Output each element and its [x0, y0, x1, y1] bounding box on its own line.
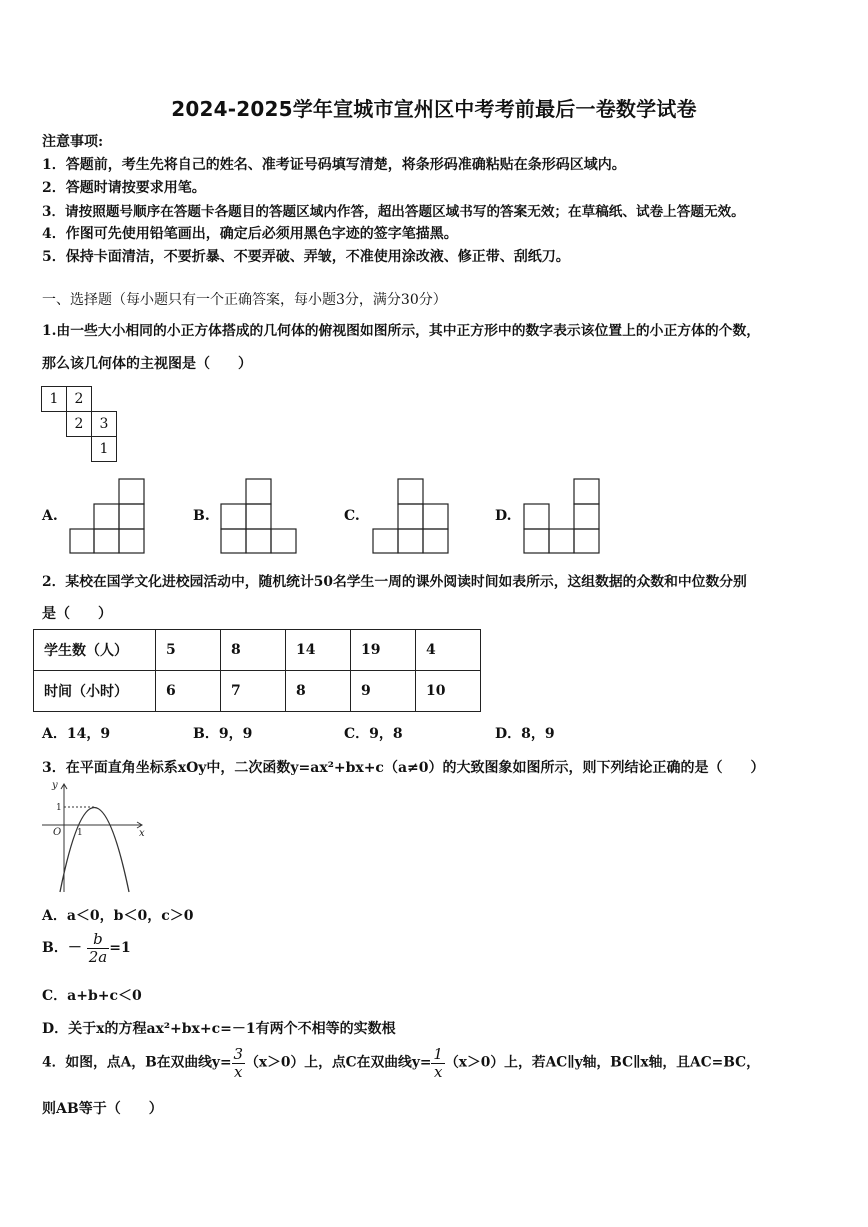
- q2-option-a: A．14，9: [42, 726, 111, 742]
- table-row: [34, 630, 481, 671]
- fraction-denominator: 2a: [88, 947, 108, 966]
- q3-option-d: D．关于x的方程ax²+bx+c=－1有两个不相等的实数根: [42, 1021, 396, 1037]
- reading-time-table: [33, 629, 481, 712]
- grid-cell: 2: [67, 412, 92, 437]
- grid-cell: 1: [42, 387, 67, 412]
- option-c-figure: [372, 478, 450, 554]
- page-title: 2024-2025学年宣城市宣州区中考考前最后一卷数学试卷: [171, 97, 697, 121]
- q4-part-3: （x＞0）上，若AC∥y轴，BC∥x轴，且AC=BC，: [444, 1054, 760, 1071]
- option-d-figure: [523, 478, 601, 554]
- option-b-figure: [220, 478, 298, 554]
- fraction-denominator: x: [433, 1062, 443, 1081]
- question-3-text: 3．在平面直角坐标系xOy中，二次函数y=ax²+bx+c（a≠0）的大致图象如图所示，则下列结论正确的是（ ）: [42, 760, 765, 776]
- table-cell: 时间（小时）: [34, 671, 156, 712]
- grid-cell: 1: [92, 437, 117, 462]
- option-a-figure: [69, 478, 147, 554]
- table-cell: 7: [221, 671, 286, 712]
- x-one-label: 1: [77, 828, 83, 838]
- q3-option-b-prefix: B．－: [42, 940, 82, 956]
- q2-option-c: C．9，8: [344, 726, 403, 742]
- notice-item: 1．答题前，考生先将自己的姓名、准考证号码填写清楚，将条形码准确粘贴在条形码区域内。: [42, 157, 626, 173]
- table-cell: 8: [221, 630, 286, 671]
- table-cell: 19: [351, 630, 416, 671]
- table-cell: 9: [351, 671, 416, 712]
- table-row: [34, 671, 481, 712]
- table-cell: 10: [416, 671, 481, 712]
- question-1-text-2: 那么该几何体的主视图是（ ）: [42, 356, 252, 372]
- parabola-graph: [38, 778, 150, 896]
- origin-label: O: [53, 827, 62, 838]
- table-cell: 4: [416, 630, 481, 671]
- table-cell: 学生数（人）: [34, 630, 156, 671]
- grid-cell: 2: [67, 387, 92, 412]
- q3-option-a: A．a＜0，b＜0，c＞0: [42, 908, 194, 924]
- notice-item: 3．请按照题号顺序在答题卡各题目的答题区域内作答，超出答题区域书写的答案无效；在草稿纸、试卷上答题无效。: [42, 204, 745, 220]
- fraction-denominator: x: [234, 1062, 243, 1081]
- notice-item: 5．保持卡面清洁，不要折暴、不要弄破、弄皱，不准使用涂改液、修正带、刮纸刀。: [42, 249, 570, 265]
- table-cell: 8: [286, 671, 351, 712]
- section-heading: 一、选择题（每小题只有一个正确答案，每小题3分，满分30分）: [42, 292, 447, 308]
- fraction: [431, 1046, 445, 1080]
- q4-part-1: 4．如图，点A，B在双曲线y=: [42, 1054, 232, 1071]
- option-b-label: B.: [193, 508, 210, 524]
- q3-option-b: [42, 931, 131, 965]
- fraction: [87, 931, 110, 965]
- table-cell: 5: [156, 630, 221, 671]
- question-2-text: 2．某校在国学文化进校园活动中，随机统计50名学生一周的课外阅读时间如表所示，这组数据的众数和中位数分别: [42, 574, 747, 590]
- notice-heading: 注意事项:: [42, 134, 104, 150]
- option-c-label: C.: [344, 508, 360, 524]
- x-axis-label: x: [139, 828, 145, 839]
- option-a-label: A.: [42, 508, 58, 524]
- grid-cell: 3: [92, 412, 117, 437]
- fraction-numerator: 3: [233, 1045, 244, 1063]
- option-d-label: D.: [495, 508, 512, 524]
- fraction-numerator: 1: [433, 1045, 443, 1063]
- top-view-grid: [41, 386, 117, 462]
- question-4-text: [42, 1046, 760, 1080]
- question-4-text-2: 则AB等于（ ）: [42, 1101, 163, 1117]
- notice-item: 2．答题时请按要求用笔。: [42, 180, 206, 196]
- notice-item: 4．作图可先使用铅笔画出，确定后必须用黑色字迹的签字笔描黑。: [42, 226, 458, 242]
- q4-part-2: （x＞0）上，点C在双曲线y=: [245, 1054, 432, 1071]
- q3-option-c: C．a+b+c＜0: [42, 988, 142, 1004]
- table-cell: 14: [286, 630, 351, 671]
- y-axis-label: y: [52, 780, 58, 791]
- q2-option-b: B．9，9: [193, 726, 253, 742]
- fraction: [232, 1046, 246, 1080]
- q2-option-d: D．8，9: [495, 726, 555, 742]
- fraction-numerator: b: [87, 931, 110, 949]
- question-1-text: 1.由一些大小相同的小正方体搭成的几何体的俯视图如图所示，其中正方形中的数字表示该位置上的小正方体的个数，: [42, 323, 761, 339]
- q3-option-b-suffix: =1: [109, 940, 131, 956]
- question-2-text-2: 是（ ）: [42, 606, 112, 622]
- y-one-label: 1: [56, 803, 62, 813]
- table-cell: 6: [156, 671, 221, 712]
